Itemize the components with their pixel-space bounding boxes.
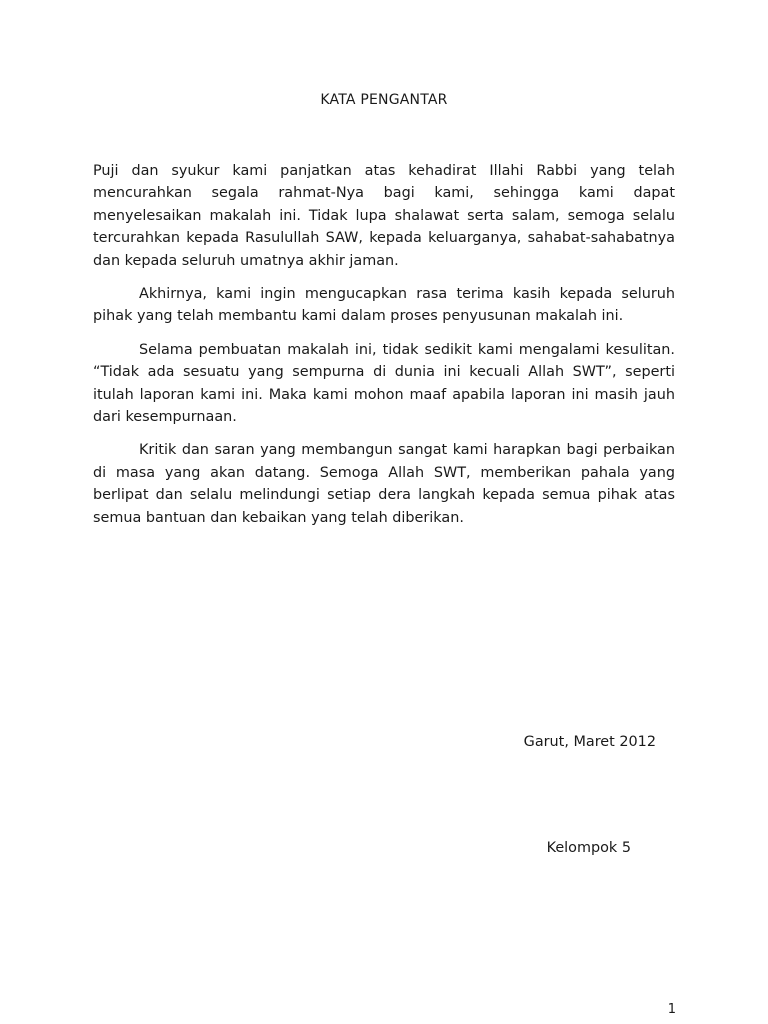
body-text: [93, 160, 675, 540]
page-title: KATA PENGANTAR: [320, 92, 448, 108]
place-date: Garut, Maret 2012: [523, 734, 656, 750]
signature-group: Kelompok 5: [546, 840, 631, 856]
paragraph-1: Puji dan syukur kami panjatkan atas kehadirat Illahi Rabbi yang telah mencurahkan segala rahmat-Nya bagi kami, sehingga kami dapat menyelesaikan makalah ini. Tidak lupa shalawat serta salam, semoga selalu tercurahkan kepada Rasulullah SAW, kepada keluarganya, sahabat-sahabatnya dan kepada seluruh umatnya akhir jaman.: [93, 163, 675, 269]
paragraph-2: Akhirnya, kami ingin mengucapkan rasa terima kasih kepada seluruh pihak yang telah membantu kami dalam proses penyusunan makalah ini.: [93, 286, 675, 325]
paragraph-3: Selama pembuatan makalah ini, tidak sedikit kami mengalami kesulitan. “Tidak ada sesuatu yang sempurna di dunia ini kecuali Allah SWT”, seperti itulah laporan kami ini. Maka kami mohon maaf apabila laporan ini masih jauh dari kesempurnaan.: [93, 341, 675, 426]
paragraph-4: Kritik dan saran yang membangun sangat kami harapkan bagi perbaikan di masa yang akan datang. Semoga Allah SWT, memberikan pahala yang berlipat dan selalu melindungi setiap dera langkah kepada semua pihak atas semua bantuan dan kebaikan yang telah diberikan.: [93, 442, 675, 526]
page-number: 1: [667, 1002, 676, 1017]
